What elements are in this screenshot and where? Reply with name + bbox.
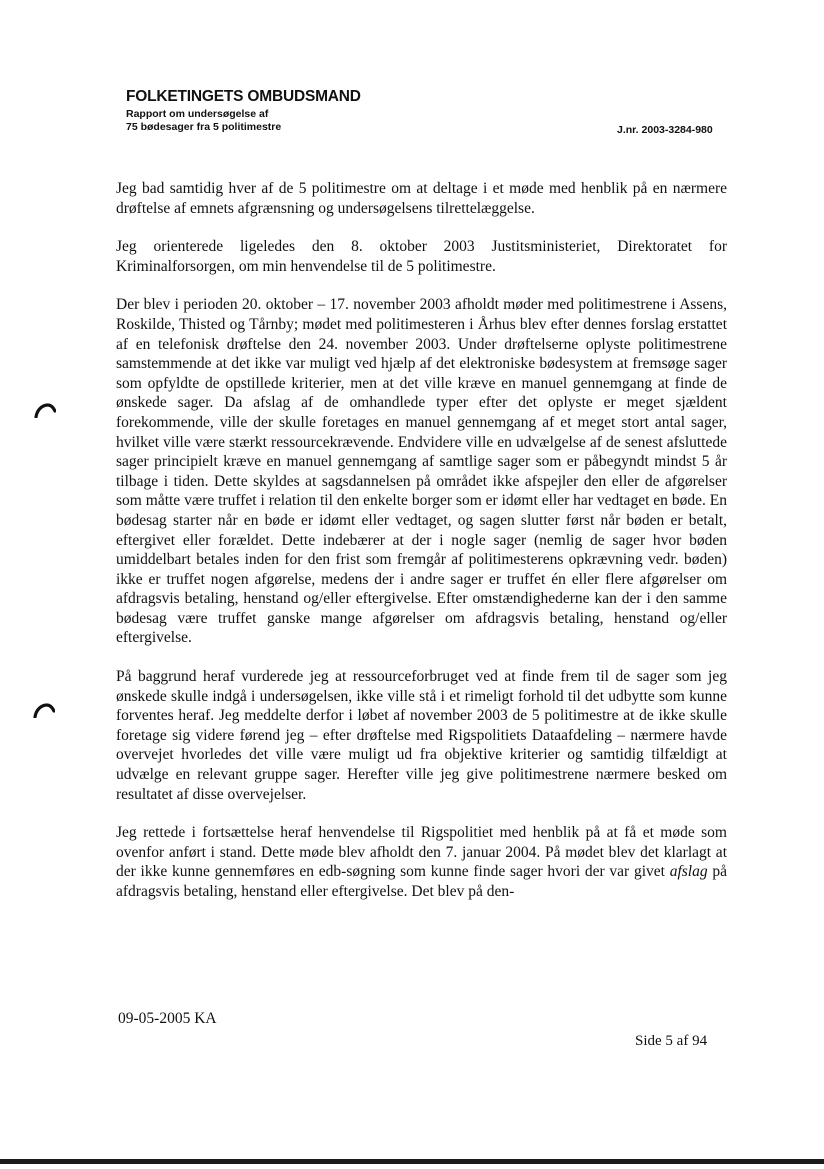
- header-report-title-line1: Rapport om undersøgelse af: [126, 108, 269, 120]
- paragraph: Der blev i perioden 20. oktober – 17. november 2003 afholdt møder med politimestrene i Assens, Roskilde, Thisted og Tårnby; mødet med politimesteren i Århus blev efter dennes forslag erstattet af en telefonisk drøftelse den 24. november 2003. Under drøftelserne oplyste politimestrene samstemmende at det ikke var muligt ved hjælp af det elektroniske bødesystem at fremsøge sager som opfyldte de opstillede kriterier, men at det ville kræve en manuel gennemgang at finde de ønskede sager. Da afslag af de omhandlede typer efter det oplyste er meget sjældent forekommende, ville der skulle foretages en manuel gennemgang af et meget stort antal sager, hvilket ville være stærkt ressourcekrævende. Endvidere ville en udvælgelse af de senest afsluttede sager principielt kræve en manuel gennemgang af samtlige sager som er påbegyndt mindst 5 år tilbage i tiden. Dette skyldes at sagsdannelsen på området ikke afspejler den eller de afgørelser som måtte være truffet i relation til den enkelte borger som er idømt eller har vedtaget en bøde. En bødesag starter når en bøde er idømt eller vedtaget, og sagen slutter først når bøden er betalt, eftergivet eller forældet. Dette indebærer at der i nogle sager (nemlig de sager hvor bøden umiddelbart betales inden for den frist som fremgår af politimesterens opkrævning vedr. bøden) ikke er truffet nogen afgørelse, medens der i andre sager er truffet én eller flere afgørelser om afdragsvis betaling, henstand og/eller eftergivelse. Efter omstændighederne kan der i den samme bødesag være truffet ganske mange afgørelser om afdragsvis betaling, henstand og/eller eftergivelse.: [116, 296, 727, 647]
- footer-date: 09-05-2005 KA: [118, 1010, 217, 1027]
- paragraph: Jeg orienterede ligeledes den 8. oktober 2003 Justitsministeriet, Direktoratet for Kriminalforsorgen, om min henvendelse til de 5 politimestre.: [116, 238, 727, 275]
- margin-mark-icon: [33, 702, 55, 718]
- paragraph: [116, 823, 727, 901]
- margin-mark-icon: [34, 402, 56, 418]
- paragraph-text: på afdragsvis betaling, henstand eller eftergivelse. Det blev på den-: [116, 863, 727, 900]
- body-text: [116, 179, 727, 921]
- emphasized-word: afslag: [669, 863, 708, 881]
- bottom-divider: [0, 1159, 824, 1164]
- header-organization: FOLKETINGETS OMBUDSMAND: [126, 88, 361, 105]
- paragraph-text: Jeg rettede i fortsættelse heraf henvendelse til Rigspolitiet med henblik på at få et møde som ovenfor anført i stand. Dette møde blev afholdt den 7. januar 2004. På mødet blev det klarlagt at der ikke kunne gennemføres en edb-søgning som kunne finde sager hvori der var givet: [116, 824, 727, 881]
- header-journal-number: J.nr. 2003-3284-980: [617, 124, 713, 136]
- page-number: Side 5 af 94: [635, 1033, 708, 1049]
- paragraph: På baggrund heraf vurderede jeg at ressourceforbruget ved at finde frem til de sager som jeg ønskede skulle indgå i undersøgelsen, ikke ville stå i et rimeligt forhold til det udbytte som kunne forventes heraf. Jeg meddelte derfor i løbet af november 2003 de 5 politimestre at de ikke skulle foretage sig videre førend jeg – efter drøftelse med Rigspolitiets Dataafdeling – nærmere havde overvejet hvorledes det ville være muligt ud fra objektive kriterier og samtidig tilfældigt at udvælge en relevant gruppe sager. Herefter ville jeg give politimestrene nærmere besked om resultatet af disse overvejelser.: [116, 668, 727, 803]
- paragraph: Jeg bad samtidig hver af de 5 politimestre om at deltage i et møde med henblik på en nærmere drøftelse af emnets afgrænsning og undersøgelsens tilrettelæggelse.: [116, 180, 727, 217]
- header-report-title-line2: 75 bødesager fra 5 politimestre: [126, 121, 282, 133]
